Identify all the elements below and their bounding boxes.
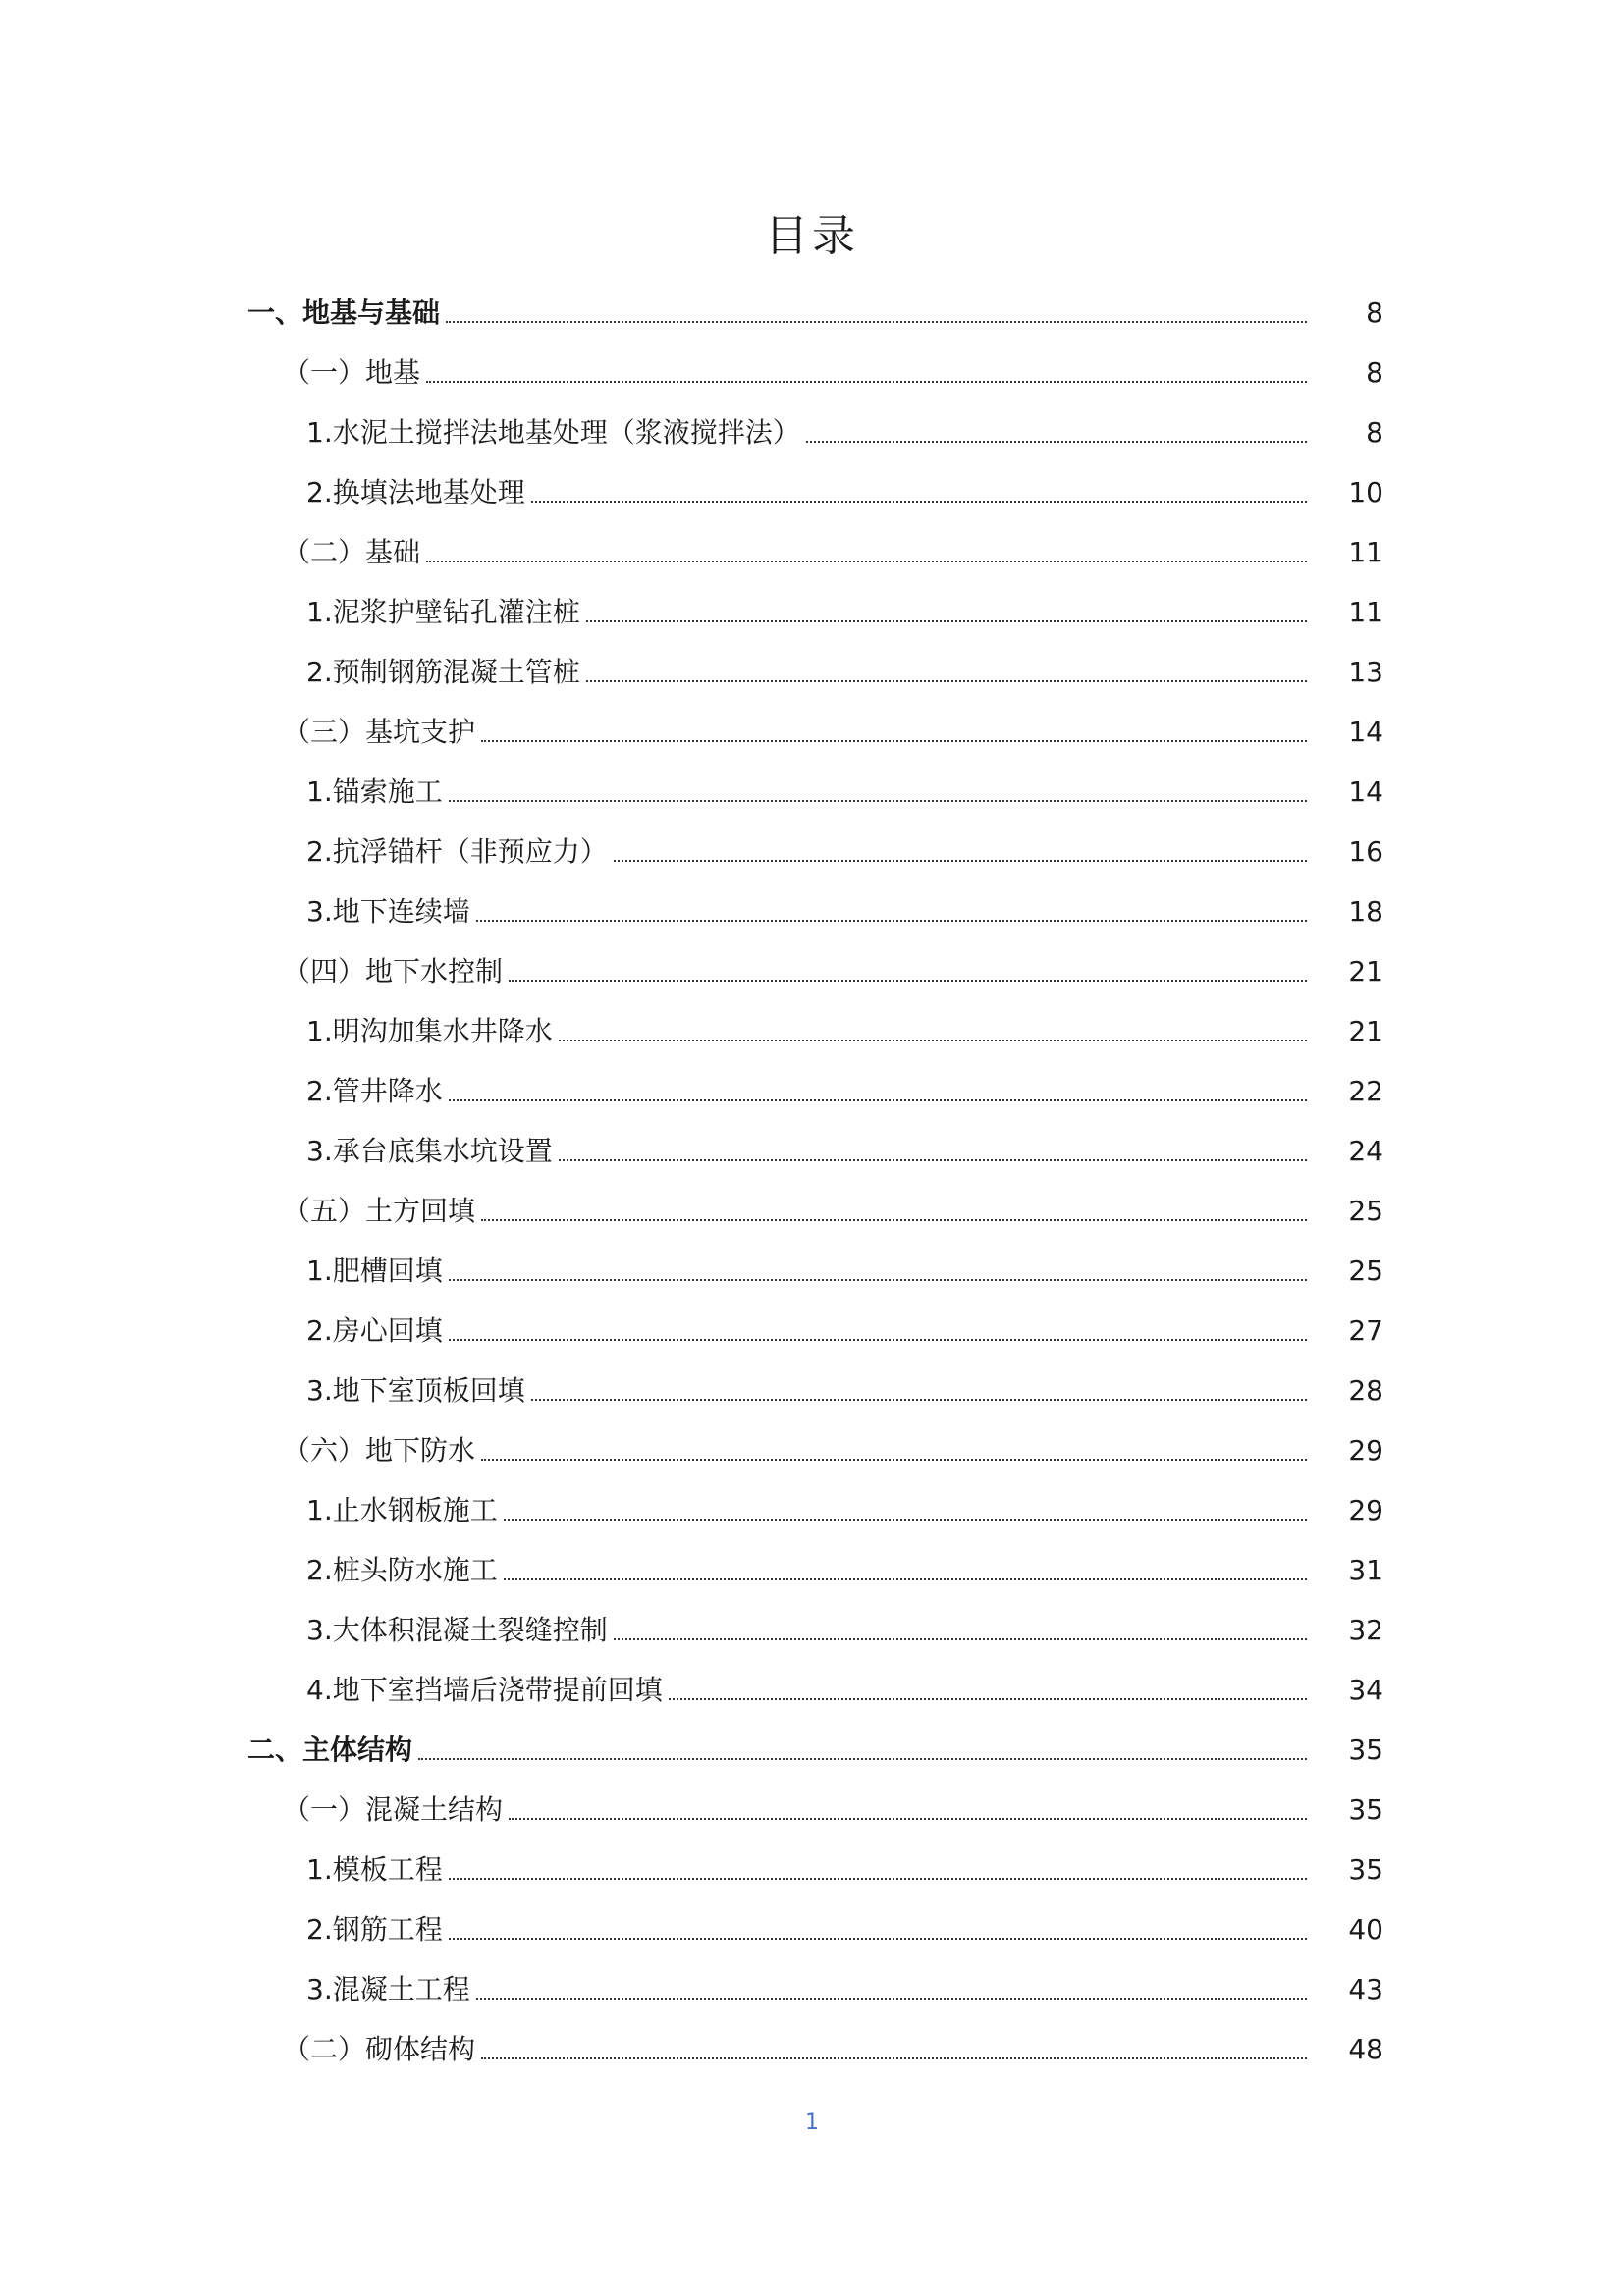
toc-entry-page: 34 <box>1348 1674 1383 1706</box>
toc-dot-leader <box>449 800 1307 802</box>
toc-entry[interactable] <box>0 702 1624 762</box>
toc-entry-text: 2.管井降水 <box>306 1075 443 1107</box>
toc-entry-page: 8 <box>1366 356 1383 389</box>
toc-entry-text: 1.止水钢板施工 <box>306 1494 498 1526</box>
toc-entry[interactable] <box>0 1720 1624 1780</box>
toc-entry-page: 24 <box>1348 1135 1383 1167</box>
toc-entry[interactable] <box>0 1660 1624 1720</box>
toc-entry[interactable] <box>0 1840 1624 1899</box>
toc-entry[interactable] <box>0 1540 1624 1600</box>
toc-entry-page: 11 <box>1348 596 1383 628</box>
toc-entry-page: 25 <box>1348 1195 1383 1227</box>
toc-title: 目录 <box>765 211 859 261</box>
toc-entry-text: 1.模板工程 <box>306 1853 443 1886</box>
toc-entry-text: 2.预制钢筋混凝土管桩 <box>306 656 580 688</box>
toc-entry-text: 2.房心回填 <box>306 1314 443 1347</box>
toc-entry-page: 21 <box>1348 1015 1383 1047</box>
toc-dot-leader <box>449 1099 1307 1101</box>
toc-entry-page: 25 <box>1348 1255 1383 1287</box>
toc-entry[interactable] <box>0 1001 1624 1061</box>
toc-entry[interactable] <box>0 1061 1624 1121</box>
toc-dot-leader <box>418 1758 1307 1760</box>
toc-entry-text: （三）基坑支护 <box>283 716 476 748</box>
toc-dot-leader <box>481 2057 1307 2059</box>
toc-entry-page: 22 <box>1348 1075 1383 1107</box>
toc-entry[interactable] <box>0 1780 1624 1840</box>
toc-dot-leader <box>669 1698 1307 1700</box>
toc-dot-leader <box>449 1279 1307 1281</box>
toc-dot-leader <box>586 620 1307 622</box>
toc-entry[interactable] <box>0 462 1624 522</box>
toc-entry-page: 8 <box>1366 416 1383 449</box>
toc-entry[interactable] <box>0 822 1624 881</box>
toc-dot-leader <box>504 1578 1307 1580</box>
toc-entry-text: 3.地下室顶板回填 <box>306 1374 525 1407</box>
toc-entry[interactable] <box>0 402 1624 462</box>
toc-dot-leader <box>476 1998 1307 2000</box>
page-number: 1 <box>805 2110 819 2135</box>
toc-entry-page: 27 <box>1348 1314 1383 1347</box>
toc-entry-text: 1.肥槽回填 <box>306 1255 443 1287</box>
toc-entry[interactable] <box>0 1959 1624 2019</box>
toc-entry[interactable] <box>0 1899 1624 1959</box>
toc-dot-leader <box>531 1399 1307 1401</box>
toc-entry-page: 28 <box>1348 1374 1383 1407</box>
toc-entry[interactable] <box>0 1181 1624 1241</box>
toc-entry-text: 1.水泥土搅拌法地基处理（浆液搅拌法） <box>306 416 800 449</box>
toc-entry-page: 31 <box>1348 1554 1383 1586</box>
toc-dot-leader <box>614 860 1307 862</box>
toc-dot-leader <box>481 740 1307 742</box>
toc-dot-leader <box>481 1459 1307 1461</box>
toc-entry-page: 21 <box>1348 955 1383 988</box>
toc-entry-page: 10 <box>1348 476 1383 508</box>
toc-list <box>0 283 1624 2079</box>
toc-entry-page: 14 <box>1348 716 1383 748</box>
toc-entry[interactable] <box>0 1480 1624 1540</box>
toc-entry[interactable] <box>0 1600 1624 1660</box>
toc-entry-page: 35 <box>1348 1734 1383 1766</box>
toc-entry-text: 1.明沟加集水井降水 <box>306 1015 553 1047</box>
toc-dot-leader <box>614 1638 1307 1640</box>
toc-entry[interactable] <box>0 1361 1624 1420</box>
toc-dot-leader <box>509 980 1307 982</box>
toc-entry-page: 16 <box>1348 835 1383 868</box>
toc-entry-text: 二、主体结构 <box>247 1734 413 1766</box>
toc-entry-page: 35 <box>1348 1793 1383 1826</box>
toc-entry-page: 8 <box>1366 296 1383 329</box>
toc-entry[interactable] <box>0 1121 1624 1181</box>
toc-entry[interactable] <box>0 642 1624 702</box>
toc-entry[interactable] <box>0 1420 1624 1480</box>
toc-entry-text: 3.地下连续墙 <box>306 895 470 928</box>
toc-entry-page: 13 <box>1348 656 1383 688</box>
toc-dot-leader <box>481 1219 1307 1221</box>
toc-entry[interactable] <box>0 582 1624 642</box>
toc-entry-text: 2.桩头防水施工 <box>306 1554 498 1586</box>
toc-dot-leader <box>446 321 1307 323</box>
toc-entry[interactable] <box>0 1301 1624 1361</box>
toc-entry-page: 48 <box>1348 2033 1383 2065</box>
toc-dot-leader <box>449 1339 1307 1341</box>
toc-entry-page: 11 <box>1348 536 1383 568</box>
toc-entry-text: 3.混凝土工程 <box>306 1973 470 2005</box>
toc-dot-leader <box>426 381 1307 383</box>
toc-entry-page: 35 <box>1348 1853 1383 1886</box>
toc-entry-text: 1.泥浆护壁钻孔灌注桩 <box>306 596 580 628</box>
toc-entry-text: 2.抗浮锚杆（非预应力） <box>306 835 608 868</box>
toc-entry[interactable] <box>0 2019 1624 2079</box>
toc-dot-leader <box>559 1040 1307 1041</box>
toc-entry-page: 29 <box>1348 1494 1383 1526</box>
toc-entry-text: 4.地下室挡墙后浇带提前回填 <box>306 1674 663 1706</box>
toc-entry-text: 1.锚索施工 <box>306 775 443 808</box>
toc-dot-leader <box>806 441 1307 443</box>
toc-entry-text: 3.承台底集水坑设置 <box>306 1135 553 1167</box>
toc-entry-text: （一）地基 <box>283 356 421 389</box>
toc-entry-text: （二）砌体结构 <box>283 2033 476 2065</box>
toc-dot-leader <box>449 1878 1307 1880</box>
toc-entry[interactable] <box>0 283 1624 343</box>
toc-entry-text: （四）地下水控制 <box>283 955 504 988</box>
toc-entry-page: 18 <box>1348 895 1383 928</box>
toc-entry-page: 29 <box>1348 1434 1383 1467</box>
toc-entry-page: 14 <box>1348 775 1383 808</box>
toc-entry-page: 40 <box>1348 1913 1383 1946</box>
toc-dot-leader <box>476 920 1307 922</box>
toc-entry-text: 2.钢筋工程 <box>306 1913 443 1946</box>
toc-entry-text: 2.换填法地基处理 <box>306 476 525 508</box>
toc-entry-page: 43 <box>1348 1973 1383 2005</box>
toc-entry[interactable] <box>0 343 1624 402</box>
toc-entry-text: （二）基础 <box>283 536 421 568</box>
toc-entry-text: 3.大体积混凝土裂缝控制 <box>306 1614 608 1646</box>
toc-entry[interactable] <box>0 881 1624 941</box>
toc-dot-leader <box>531 501 1307 503</box>
toc-dot-leader <box>586 680 1307 682</box>
toc-entry-text: （一）混凝土结构 <box>283 1793 504 1826</box>
toc-entry[interactable] <box>0 522 1624 582</box>
toc-dot-leader <box>504 1519 1307 1521</box>
toc-dot-leader <box>559 1159 1307 1161</box>
toc-entry-page: 32 <box>1348 1614 1383 1646</box>
toc-dot-leader <box>449 1938 1307 1940</box>
toc-entry[interactable] <box>0 941 1624 1001</box>
toc-entry-text: （六）地下防水 <box>283 1434 476 1467</box>
toc-entry-text: 一、地基与基础 <box>247 296 441 329</box>
toc-dot-leader <box>509 1818 1307 1820</box>
toc-entry-text: （五）土方回填 <box>283 1195 476 1227</box>
toc-entry[interactable] <box>0 1241 1624 1301</box>
toc-dot-leader <box>426 561 1307 562</box>
toc-entry[interactable] <box>0 762 1624 822</box>
